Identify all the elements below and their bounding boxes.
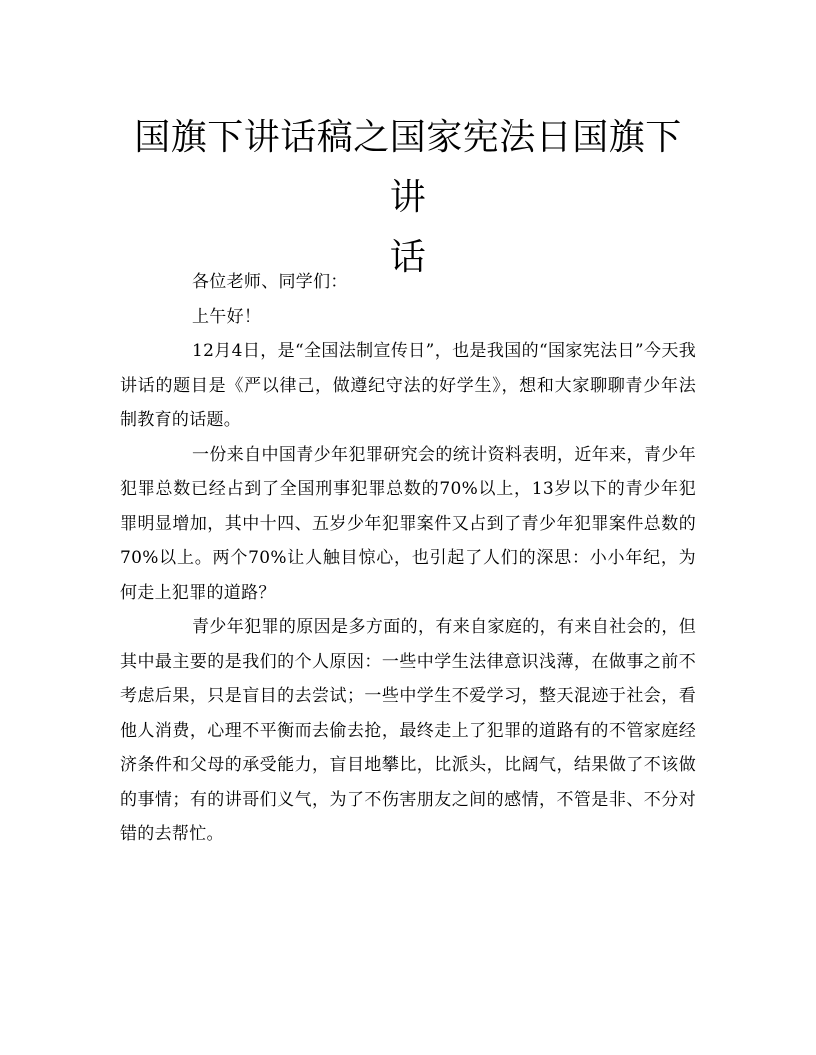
paragraph-constitution-day: 12月4日，是“全国法制宣传日”，也是我国的“国家宪法日”今天我讲话的题目是《严以律己，做遵纪守法的好学生》，想和大家聊聊青少年法制教育的话题。 xyxy=(120,341,696,430)
paragraph-greeting: 各位老师、同学们： xyxy=(192,272,348,292)
paragraph-statistics: 一份来自中国青少年犯罪研究会的统计资料表明，近年来，青少年犯罪总数已经占到了全国刑事犯罪总数的70%以上，13岁以下的青少年犯罪明显增加，其中十四、五岁少年犯罪案件又占到了青少年犯罪案件总数的70%以上。两个70%让人触目惊心，也引起了人们的深思：小小年纪，为何走上犯罪的道路？ xyxy=(120,444,696,603)
document-title-line-2: 话 xyxy=(389,237,427,278)
paragraph-good-morning: 上午好！ xyxy=(192,306,262,327)
paragraph-causes: 青少年犯罪的原因是多方面的，有来自家庭的，有来自社会的，但其中最主要的是我们的个人原因：一些中学生法律意识浅薄，在做事之前不考虑后果，只是盲目的去尝试；一些中学生不爱学习，整天混迹于社会，看他人消费，心理不平衡而去偷去抢，最终走上了犯罪的道路有的不管家庭经济条件和父母的承受能力，盲目地攀比，比派头，比阔气，结果做了不该做的事情；有的讲哥们义气，为了不伤害朋友之间的感情，不管是非、不分对错的去帮忙。 xyxy=(120,617,696,844)
document-body xyxy=(120,265,696,852)
document-title-line-1: 国旗下讲话稿之国家宪法日国旗下讲 xyxy=(134,117,682,218)
document-title xyxy=(120,108,696,288)
